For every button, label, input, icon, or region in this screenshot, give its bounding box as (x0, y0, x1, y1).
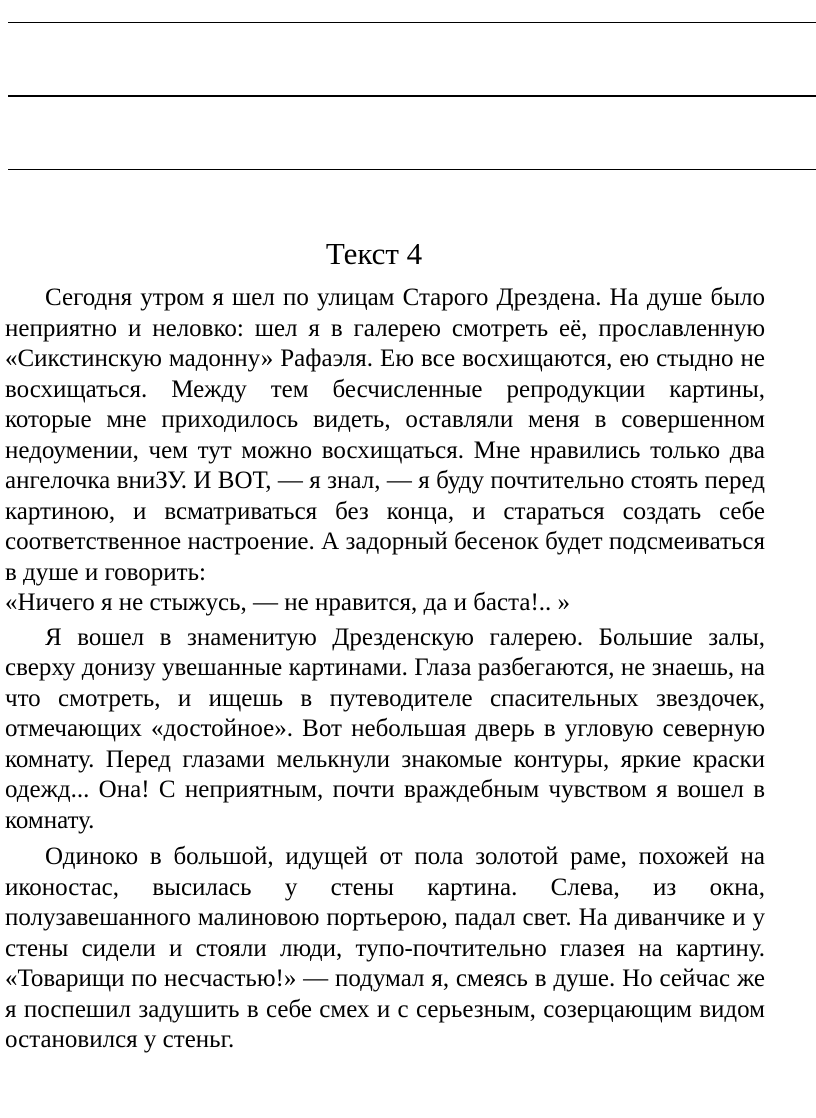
paragraph-1: Сегодня утром я шел по улицам Старого Дрездена. На душе было неприятно и неловко: шел я в галерею смотреть её, прославленную «Сикстинскую мадонну» Рафаэля. Ею все восхищаются, ею стыдно не восхищаться. Между тем бесчисленные репродукции картины, которые мне приходилось видеть, оставляли меня в совершенном недоумении, чем тут можно восхищаться. Мне нравились только два ангелочка вниЗУ. И ВОТ, — я знал, — я буду почтительно стоять перед картиною, и всматриваться без конца, и стараться создать себе соответственное настроение. А задорный бесенок будет подсмеиваться в душе и говорить: (5, 284, 765, 586)
text-body (5, 283, 765, 1056)
paragraph-3: Одиноко в большой, идущей от пола золотой раме, похожей на иконостас, высилась у стены картина. Слева, из окна, полузавешанного малиновою портьерою, падал свет. На диванчике и у стены сидели и стояли люди, тупо-почтительно глазея на картину. «Товарищи по несчастью!» — подумал я, смеясь в душе. Но сейчас же я поспешил задушить в себе смех и с серьезным, созерцающим видом остановился у стеньг. (5, 843, 765, 1053)
answer-line-2 (8, 95, 816, 97)
paragraph-2: Я вошел в знаменитую Дрезденскую галерею. Большие залы, сверху донизу увешанные картинами. Глаза разбегаются, не знаешь, на что смотреть, и ищешь в путеводителе спасительных звездочек, отмечающих «достойное». Вот небольшая дверь в угловую северную комнату. Перед глазами мелькнули знакомые контуры, яркие краски одежд... Она! С неприятным, почти враждебным чувством я вошел в комнату. (5, 623, 765, 834)
answer-line-3 (8, 169, 816, 170)
paragraph-quote: «Ничего я не стыжусь, — не нравится, да и баста!.. » (5, 589, 571, 616)
page-title: Текст 4 (325, 236, 423, 271)
answer-line-1 (8, 22, 816, 23)
